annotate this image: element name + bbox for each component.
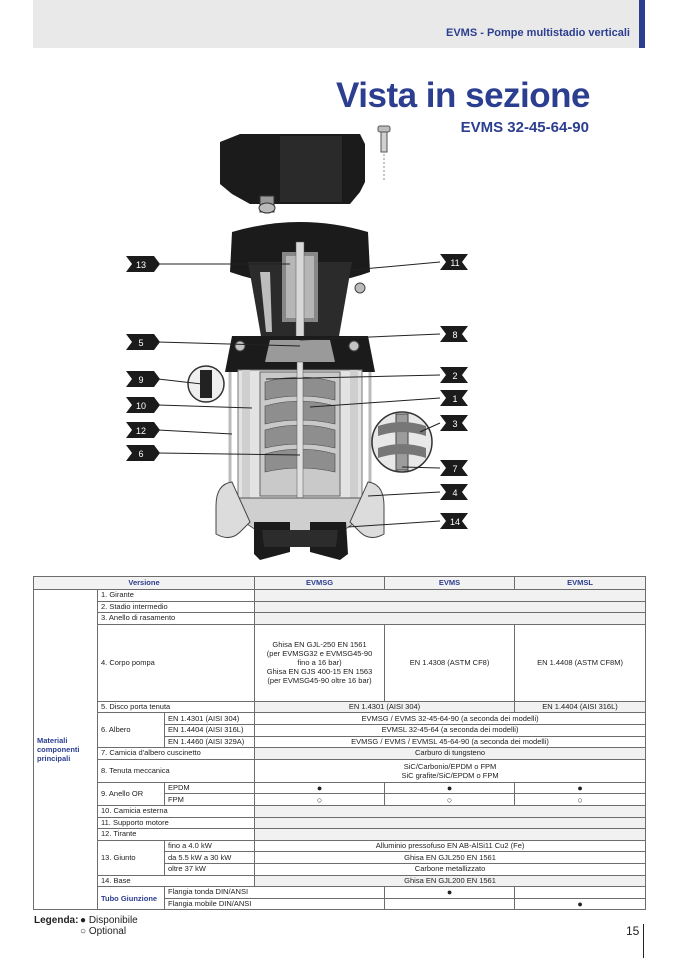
table-row <box>34 624 646 701</box>
header-accent <box>639 0 645 48</box>
table-row <box>34 829 646 841</box>
row-value: EN 1.4404 (AISI 316L) <box>515 701 646 713</box>
availability-mark: ● <box>515 782 646 794</box>
row-sublabel: FPM <box>165 794 255 806</box>
callout-8 <box>440 326 468 342</box>
svg-text:8: 8 <box>452 330 458 340</box>
pump-cross-section-drawing <box>120 122 480 572</box>
row-value-empty <box>255 601 646 613</box>
seal-line: SiC/Carbonio/EPDM o FPM <box>403 761 497 771</box>
availability-mark: ● <box>255 782 385 794</box>
legend-label: Legenda: <box>34 915 79 926</box>
corpo-line: Ghisa EN GJS 400-15 EN 1563 <box>266 667 373 677</box>
legend-available: ● Disponibile <box>80 915 138 926</box>
row-sublabel: EN 1.4404 (AISI 316L) <box>165 724 255 736</box>
table-row <box>34 701 646 713</box>
table-row <box>34 805 646 817</box>
callout-3 <box>440 415 468 431</box>
row-value: Ghisa EN GJL250 EN 1561 <box>255 852 646 864</box>
page-number-rule <box>643 924 644 958</box>
row-value: EN 1.4301 (AISI 304) <box>255 701 515 713</box>
callout-11 <box>440 254 468 270</box>
table-row <box>34 590 646 602</box>
corpo-line: Ghisa EN GJL-250 EN 1561 <box>272 640 367 650</box>
availability-mark <box>515 887 646 899</box>
availability-mark: ● <box>385 782 515 794</box>
svg-text:6: 6 <box>138 449 144 459</box>
callout-13 <box>126 256 160 272</box>
header-version: Versione <box>34 577 255 590</box>
table-row <box>34 887 646 899</box>
row-value: Ghisa EN GJL200 EN 1561 <box>255 875 646 887</box>
row-value: EVMSG / EVMS / EVMSL 45-64-90 (a seconda dei modelli) <box>255 736 646 748</box>
group-materials-label: Materiali componenti principali <box>34 590 98 910</box>
callout-1 <box>440 390 468 406</box>
row-value: Alluminio pressofuso EN AB-AlSi11 Cu2 (Fe) <box>255 840 646 852</box>
callout-9 <box>126 371 160 387</box>
row-label: 9. Anello OR <box>98 782 165 805</box>
row-value-empty <box>255 805 646 817</box>
svg-text:3: 3 <box>452 419 458 429</box>
svg-text:14: 14 <box>449 517 461 527</box>
availability-mark: ● <box>515 898 646 910</box>
bolt-graphic <box>378 126 390 182</box>
callout-12 <box>126 422 160 438</box>
row-label: 13. Giunto <box>98 840 165 875</box>
availability-mark: ● <box>385 887 515 899</box>
header-evms: EVMS <box>385 577 515 590</box>
table-row <box>34 759 646 782</box>
row-value: Carbone metallizzato <box>255 863 646 875</box>
availability-mark: ○ <box>515 794 646 806</box>
header-title: EVMS - Pompe multistadio verticali <box>446 27 630 39</box>
svg-text:4: 4 <box>452 488 458 498</box>
svg-text:7: 7 <box>452 464 458 474</box>
row-value: EVMSG / EVMS 32-45-64-90 (a seconda dei modelli) <box>255 713 646 725</box>
svg-text:10: 10 <box>135 401 147 411</box>
callout-7 <box>440 460 468 476</box>
row-value: EVMSL 32-45-64 (a seconda dei modelli) <box>255 724 646 736</box>
row-value: Carburo di tungsteno <box>255 748 646 760</box>
table-row <box>34 601 646 613</box>
row-value-empty <box>255 817 646 829</box>
svg-text:9: 9 <box>138 375 144 385</box>
callout-4 <box>440 484 468 500</box>
row-label: 11. Supporto motore <box>98 817 255 829</box>
row-value-empty <box>255 590 646 602</box>
corpo-pompa-evmsg <box>255 624 385 701</box>
svg-text:5: 5 <box>138 338 144 348</box>
table-row <box>34 817 646 829</box>
row-sublabel: da 5.5 kW a 30 kW <box>165 852 255 864</box>
availability-mark: ○ <box>385 794 515 806</box>
row-value-empty <box>255 613 646 625</box>
corpo-pompa-evms: EN 1.4308 (ASTM CF8) <box>385 624 515 701</box>
row-sublabel: EN 1.4301 (AISI 304) <box>165 713 255 725</box>
row-label: 2. Stadio intermedio <box>98 601 255 613</box>
callout-6 <box>126 445 160 461</box>
row-label: 6. Albero <box>98 713 165 748</box>
callout-10 <box>126 397 160 413</box>
table-row <box>34 782 646 794</box>
row-sublabel: EN 1.4460 (AISI 329A) <box>165 736 255 748</box>
svg-text:11: 11 <box>450 258 460 268</box>
table-row <box>34 875 646 887</box>
seal-line: SiC grafite/SiC/EPDM o FPM <box>401 770 499 780</box>
row-label: 3. Anello di rasamento <box>98 613 255 625</box>
row-label: 8. Tenuta meccanica <box>98 759 255 782</box>
row-label: 4. Corpo pompa <box>98 624 255 701</box>
header-evmsg: EVMSG <box>255 577 385 590</box>
row-label: Flangia tonda DIN/ANSI <box>165 887 385 899</box>
table-row <box>34 748 646 760</box>
corpo-line: fino a 16 bar) <box>297 658 342 668</box>
row-sublabel: oltre 37 kW <box>165 863 255 875</box>
table-row <box>34 840 646 852</box>
row-label: 5. Disco porta tenuta <box>98 701 255 713</box>
row-label: Flangia mobile DIN/ANSI <box>165 898 385 910</box>
svg-text:2: 2 <box>452 371 458 381</box>
svg-text:12: 12 <box>135 426 147 436</box>
svg-text:1: 1 <box>452 394 458 404</box>
outer-sleeve-graphic <box>230 362 370 512</box>
materials-table <box>33 576 646 910</box>
corpo-line: (per EVMSG32 e EVMSG45-90 <box>266 649 373 659</box>
page-number: 15 <box>626 924 640 938</box>
row-value <box>255 759 646 782</box>
row-value-empty <box>255 829 646 841</box>
row-label: 7. Camicia d'albero cuscinetto <box>98 748 255 760</box>
header-evmsl: EVMSL <box>515 577 646 590</box>
page-subtitle: EVMS 32-45-64-90 <box>460 119 589 136</box>
callout-5 <box>126 334 160 350</box>
corpo-line: (per EVMSG45-90 oltre 16 bar) <box>267 676 372 686</box>
header-bar <box>33 0 640 48</box>
row-sublabel: fino a 4.0 kW <box>165 840 255 852</box>
availability-mark: ○ <box>255 794 385 806</box>
detail-circle-right <box>372 412 432 472</box>
detail-circle-left <box>188 366 224 402</box>
page-title: Vista in sezione <box>336 76 590 115</box>
row-sublabel: EPDM <box>165 782 255 794</box>
callout-2 <box>440 367 468 383</box>
table-row <box>34 613 646 625</box>
availability-mark <box>385 898 515 910</box>
table-row <box>34 713 646 725</box>
legend-optional: ○ Optional <box>80 926 127 937</box>
row-label: 12. Tirante <box>98 829 255 841</box>
svg-text:13: 13 <box>135 260 147 270</box>
corpo-pompa-evmsl: EN 1.4408 (ASTM CF8M) <box>515 624 646 701</box>
table-header-row <box>34 577 646 590</box>
callout-14 <box>440 513 468 529</box>
row-label: 14. Base <box>98 875 255 887</box>
motor-graphic <box>220 134 365 213</box>
row-label: 1. Girante <box>98 590 255 602</box>
group-tubo-label: Tubo Giunzione <box>98 887 165 910</box>
row-label: 10. Camicia esterna <box>98 805 255 817</box>
